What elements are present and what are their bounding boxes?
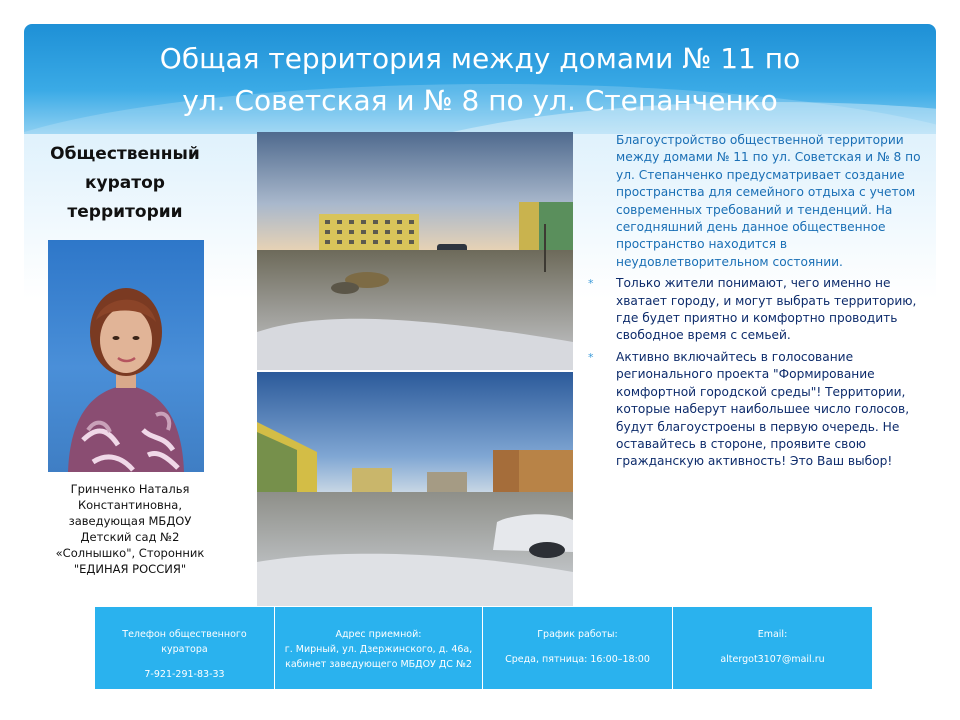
curator-name-line: Детский сад №2 bbox=[80, 530, 180, 544]
schedule-value: Среда, пятница: 16:00–18:00 bbox=[505, 654, 650, 665]
footer-email-cell bbox=[673, 607, 872, 689]
curator-name-line: Гринченко Наталья bbox=[70, 482, 190, 496]
footer-schedule-cell bbox=[483, 607, 673, 689]
email-label: Email: bbox=[757, 629, 788, 640]
address-label: Адрес приемной: bbox=[335, 629, 422, 640]
bullet-asterisk: * bbox=[588, 350, 594, 364]
curator-name-line: заведующая МБДОУ bbox=[68, 514, 192, 528]
slide-title-line: ул. Советская и № 8 по ул. Степанченко bbox=[182, 84, 778, 117]
slide-title-line: Общая территория между домами № 11 по bbox=[159, 42, 801, 75]
description-bullet bbox=[588, 275, 923, 345]
contact-footer bbox=[95, 607, 872, 689]
bullet-asterisk: * bbox=[588, 277, 594, 291]
curator-name-line: Константиновна, bbox=[77, 498, 183, 512]
territory-photo-top bbox=[257, 132, 573, 370]
slide-title bbox=[24, 38, 936, 122]
bullet-text: Только жители понимают, чего именно не хватает городу, и могут выбрать территорию, где будет приятно и комфортно проводить свободное время с семьей. bbox=[616, 276, 917, 343]
curator-heading-line: территории bbox=[67, 202, 183, 222]
curator-portrait-photo bbox=[48, 240, 204, 472]
description-intro: Благоустройство общественной территории между домами № 11 по ул. Советская и № 8 по ул. Степанченко предусматривает создание пространства для семейного отдыха с учетом современных требований и тенденций. На сегодняшний день данное общественное пространство находится в неудовлетворительном состоянии. bbox=[616, 133, 921, 269]
phone-label: Телефон общественного bbox=[122, 629, 247, 640]
email-address[interactable]: altergot3107@mail.ru bbox=[720, 654, 825, 665]
schedule-label: График работы: bbox=[537, 629, 618, 640]
territory-photo-illustration bbox=[257, 372, 573, 606]
curator-heading-line: куратор bbox=[85, 173, 165, 193]
territory-photo-illustration bbox=[257, 132, 573, 370]
territory-photo-bottom bbox=[257, 372, 573, 606]
address-line: кабинет заведующего МБДОУ ДС №2 bbox=[285, 659, 472, 670]
curator-name-line: "ЕДИНАЯ РОССИЯ" bbox=[73, 562, 187, 576]
address-line: г. Мирный, ул. Дзержинского, д. 46а, bbox=[284, 644, 473, 655]
footer-address-cell bbox=[275, 607, 483, 689]
footer-phone-cell bbox=[95, 607, 275, 689]
phone-label: куратора bbox=[161, 644, 208, 655]
description-column bbox=[588, 132, 923, 471]
curator-heading-line: Общественный bbox=[50, 144, 200, 164]
curator-heading bbox=[30, 140, 220, 227]
title-banner bbox=[24, 24, 936, 134]
phone-number: 7-921-291-83-33 bbox=[144, 669, 225, 680]
portrait-illustration bbox=[48, 240, 204, 472]
curator-name-line: «Солнышко", Сторонник bbox=[55, 546, 205, 560]
bullet-text: Активно включайтесь в голосование регионального проекта "Формирование комфортной городской среды"! Территории, которые наберут наибольшее число голосов, будут благоустроены в первую очередь. Не оставайтесь в стороне, проявите свою гражданскую активность! Это Ваш выбор! bbox=[616, 349, 910, 469]
description-bullet bbox=[588, 349, 923, 471]
curator-name-block bbox=[30, 481, 230, 577]
